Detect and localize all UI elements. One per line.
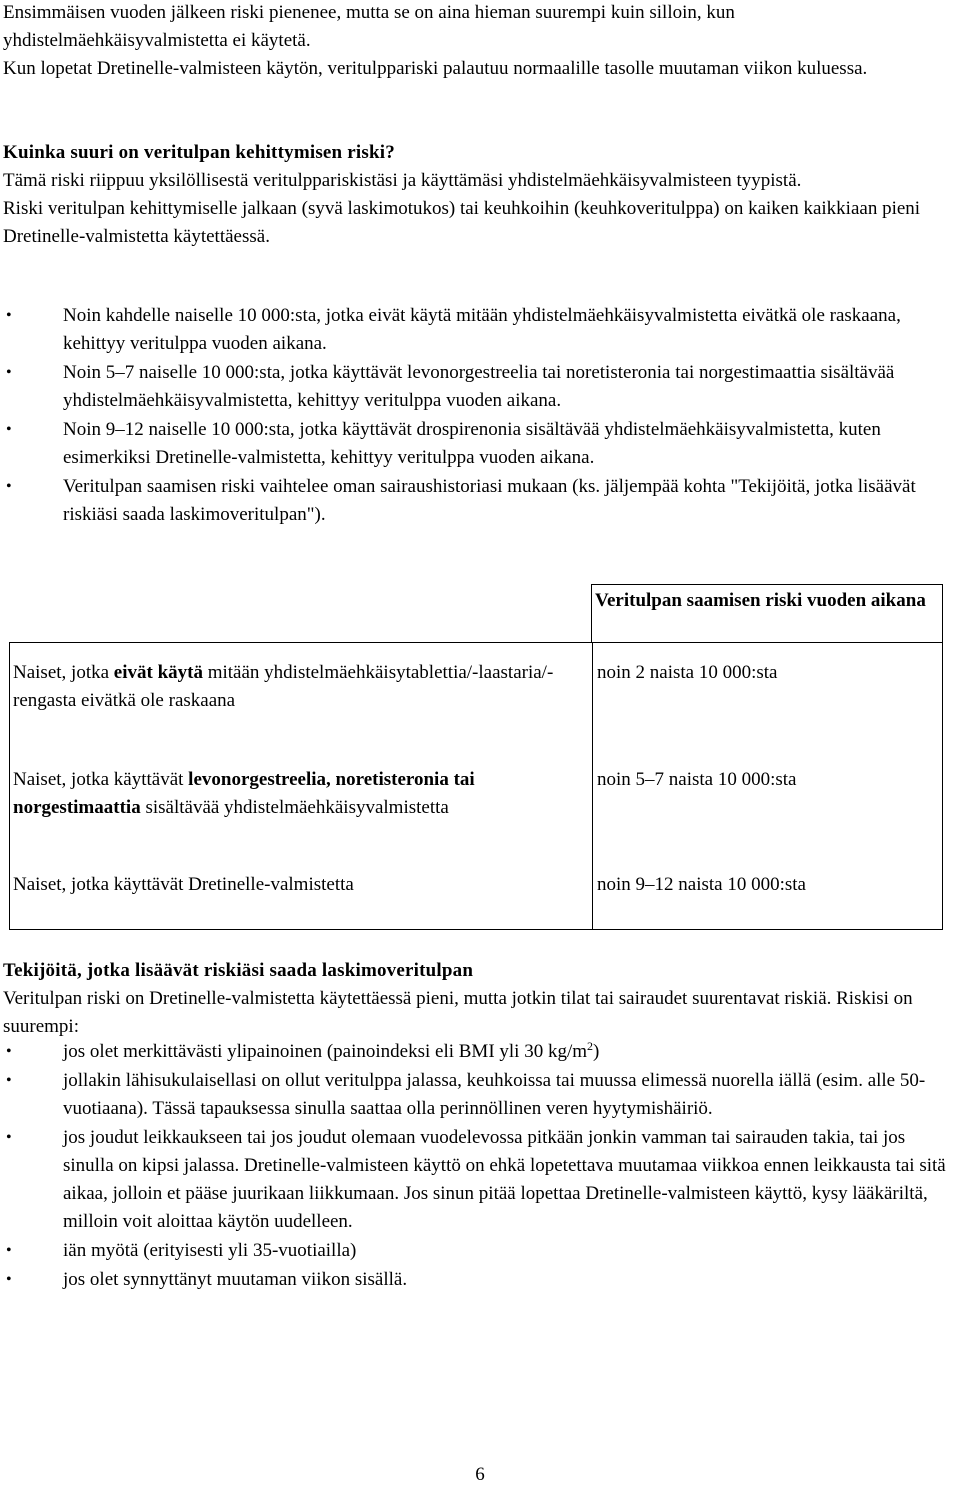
risk-section-paragraph-2: Riski veritulpan kehittymiselle jalkaan (syvä laskimotukos) tai keuhkoihin (keuhkoveritulppa) on kaiken kaikkiaan pieni Dretinelle-valmistetta käytettäessä. [3,198,921,247]
list-item-text: Noin 9–12 naiselle 10 000:sta, jotka käyttävät drospirenonia sisältävää yhdistelmäehkäisyvalmistetta, kuten esimerkiksi Dretinelle-valmistetta, kehittyy veritulppa vuoden aikana. [63,419,881,468]
bullet-icon: • [6,1072,12,1089]
table-row-risk: noin 5–7 naista 10 000:sta [597,769,797,790]
table-row-label: Naiset, jotka eivät käytä mitään yhdistelmäehkäisytablettia/-laastaria/-rengasta eivätkä ole raskaana [13,662,554,711]
intro-paragraph-1: Ensimmäisen vuoden jälkeen riski pienenee, mutta se on aina hieman suurempi kuin silloin, kun yhdistelmäehkäisyvalmistetta ei käytetä. [3,2,735,51]
risk-section [3,139,953,251]
table-row-label: Naiset, jotka käyttävät levonorgestreelia, noretisteronia tai norgestimaattia sisältävää yhdistelmäehkäisyvalmistetta [13,769,475,818]
list-item-text: jos olet synnyttänyt muutaman viikon sisällä. [63,1269,408,1290]
list-item: • jos olet merkittävästi ylipainoinen (painoindeksi eli BMI yli 30 $kg/m^2$) [3,1038,958,1066]
list-item-text: jollakin lähisukulaisellasi on ollut veritulppa jalassa, keuhkoissa tai muussa elimessä nuorella iällä (esim. alle 50-vuotiaana). Tässä tapauksessa sinulla saattaa olla perinnöllinen veren hyytymishäiriö. [63,1070,926,1119]
bullet-icon: • [6,478,12,495]
table-row-label: Naiset, jotka käyttävät Dretinelle-valmistetta [13,874,354,895]
list-item [3,1266,958,1294]
bullet-icon: • [6,421,12,438]
list-item-text: Noin 5–7 naiselle 10 000:sta, jotka käyttävät levonorgestreelia tai noretisteronia tai norgestimaattia sisältävää yhdistelmäehkäisyvalmistetta, kehittyy veritulppa vuoden aikana. [63,362,895,411]
bullet-icon: • [6,1271,12,1288]
risk-table-header-cell [591,584,943,643]
bullet-icon: • [6,364,12,381]
list-item-text: Noin kahdelle naiselle 10 000:sta, jotka eivät käytä mitään yhdistelmäehkäisyvalmistetta eivätkä ole raskaana, kehittyy veritulppa vuoden aikana. [63,305,901,354]
list-item-text: jos joudut leikkaukseen tai jos joudut olemaan vuodelevossa pitkään jonkin vamman tai sairauden takia, tai jos sinulla on kipsi jalassa. Dretinelle-valmisteen käyttö on ehkä lopetettava muutamaa viikkoa ennen leikkausta tai sitä aikaa, jolloin et pääse juurikaan liikkumaan. Jos sinun pitää lopettaa Dretinelle-valmisteen käyttö, kysy lääkäriltä, milloin voit aloittaa käytön uudelleen. [63,1127,946,1232]
risk-factors-paragraph: Veritulpan riski on Dretinelle-valmistetta käytettäessä pieni, mutta jotkin tilat tai sairaudet suurentavat riskiä. Riskisi on suurempi: [3,988,913,1037]
list-item [3,1124,958,1236]
risk-table-body [9,642,943,930]
list-item [3,1067,958,1123]
list-item [3,302,953,358]
risk-table [9,584,943,930]
risk-factors-heading: Tekijöitä, jotka lisäävät riskiäsi saada laskimoveritulpan [3,960,474,981]
risk-factors-list [3,1038,958,1295]
intro-paragraph-2: Kun lopetat Dretinelle-valmisteen käytön, veritulppariski palautuu normaalille tasolle muutaman viikon kuluessa. [3,58,868,79]
bullet-icon: • [6,1242,12,1259]
list-item [3,1237,958,1265]
table-row-risk: noin 2 naista 10 000:sta [597,662,778,683]
risk-table-header: Veritulpan saamisen riski vuoden aikana [595,590,926,611]
risk-section-paragraph-1: Tämä riski riippuu yksilöllisestä veritulppariskistäsi ja käyttämäsi yhdistelmäehkäisyvalmisteen tyypistä. [3,170,802,191]
list-item [3,359,953,415]
list-item-text: iän myötä (erityisesti yli 35-vuotiailla) [63,1240,357,1261]
bullet-icon: • [6,1129,12,1146]
page-number: 6 [475,1464,485,1485]
risk-section-heading: Kuinka suuri on veritulpan kehittymisen riski? [3,142,395,163]
list-item-text: Veritulpan saamisen riski vaihtelee oman sairaushistoriasi mukaan (ks. jäljempää kohta "Tekijöitä, jotka lisäävät riskiäsi saada laskimoveritulpan"). [63,476,916,525]
intro-section [3,0,953,83]
risk-bullet-list [3,302,953,530]
bullet-icon: • [6,1043,12,1060]
list-item [3,473,953,529]
list-item [3,416,953,472]
column-divider [592,643,593,929]
table-row-risk: noin 9–12 naista 10 000:sta [597,874,806,895]
bullet-icon: • [6,307,12,324]
risk-factors-section [3,957,958,1041]
